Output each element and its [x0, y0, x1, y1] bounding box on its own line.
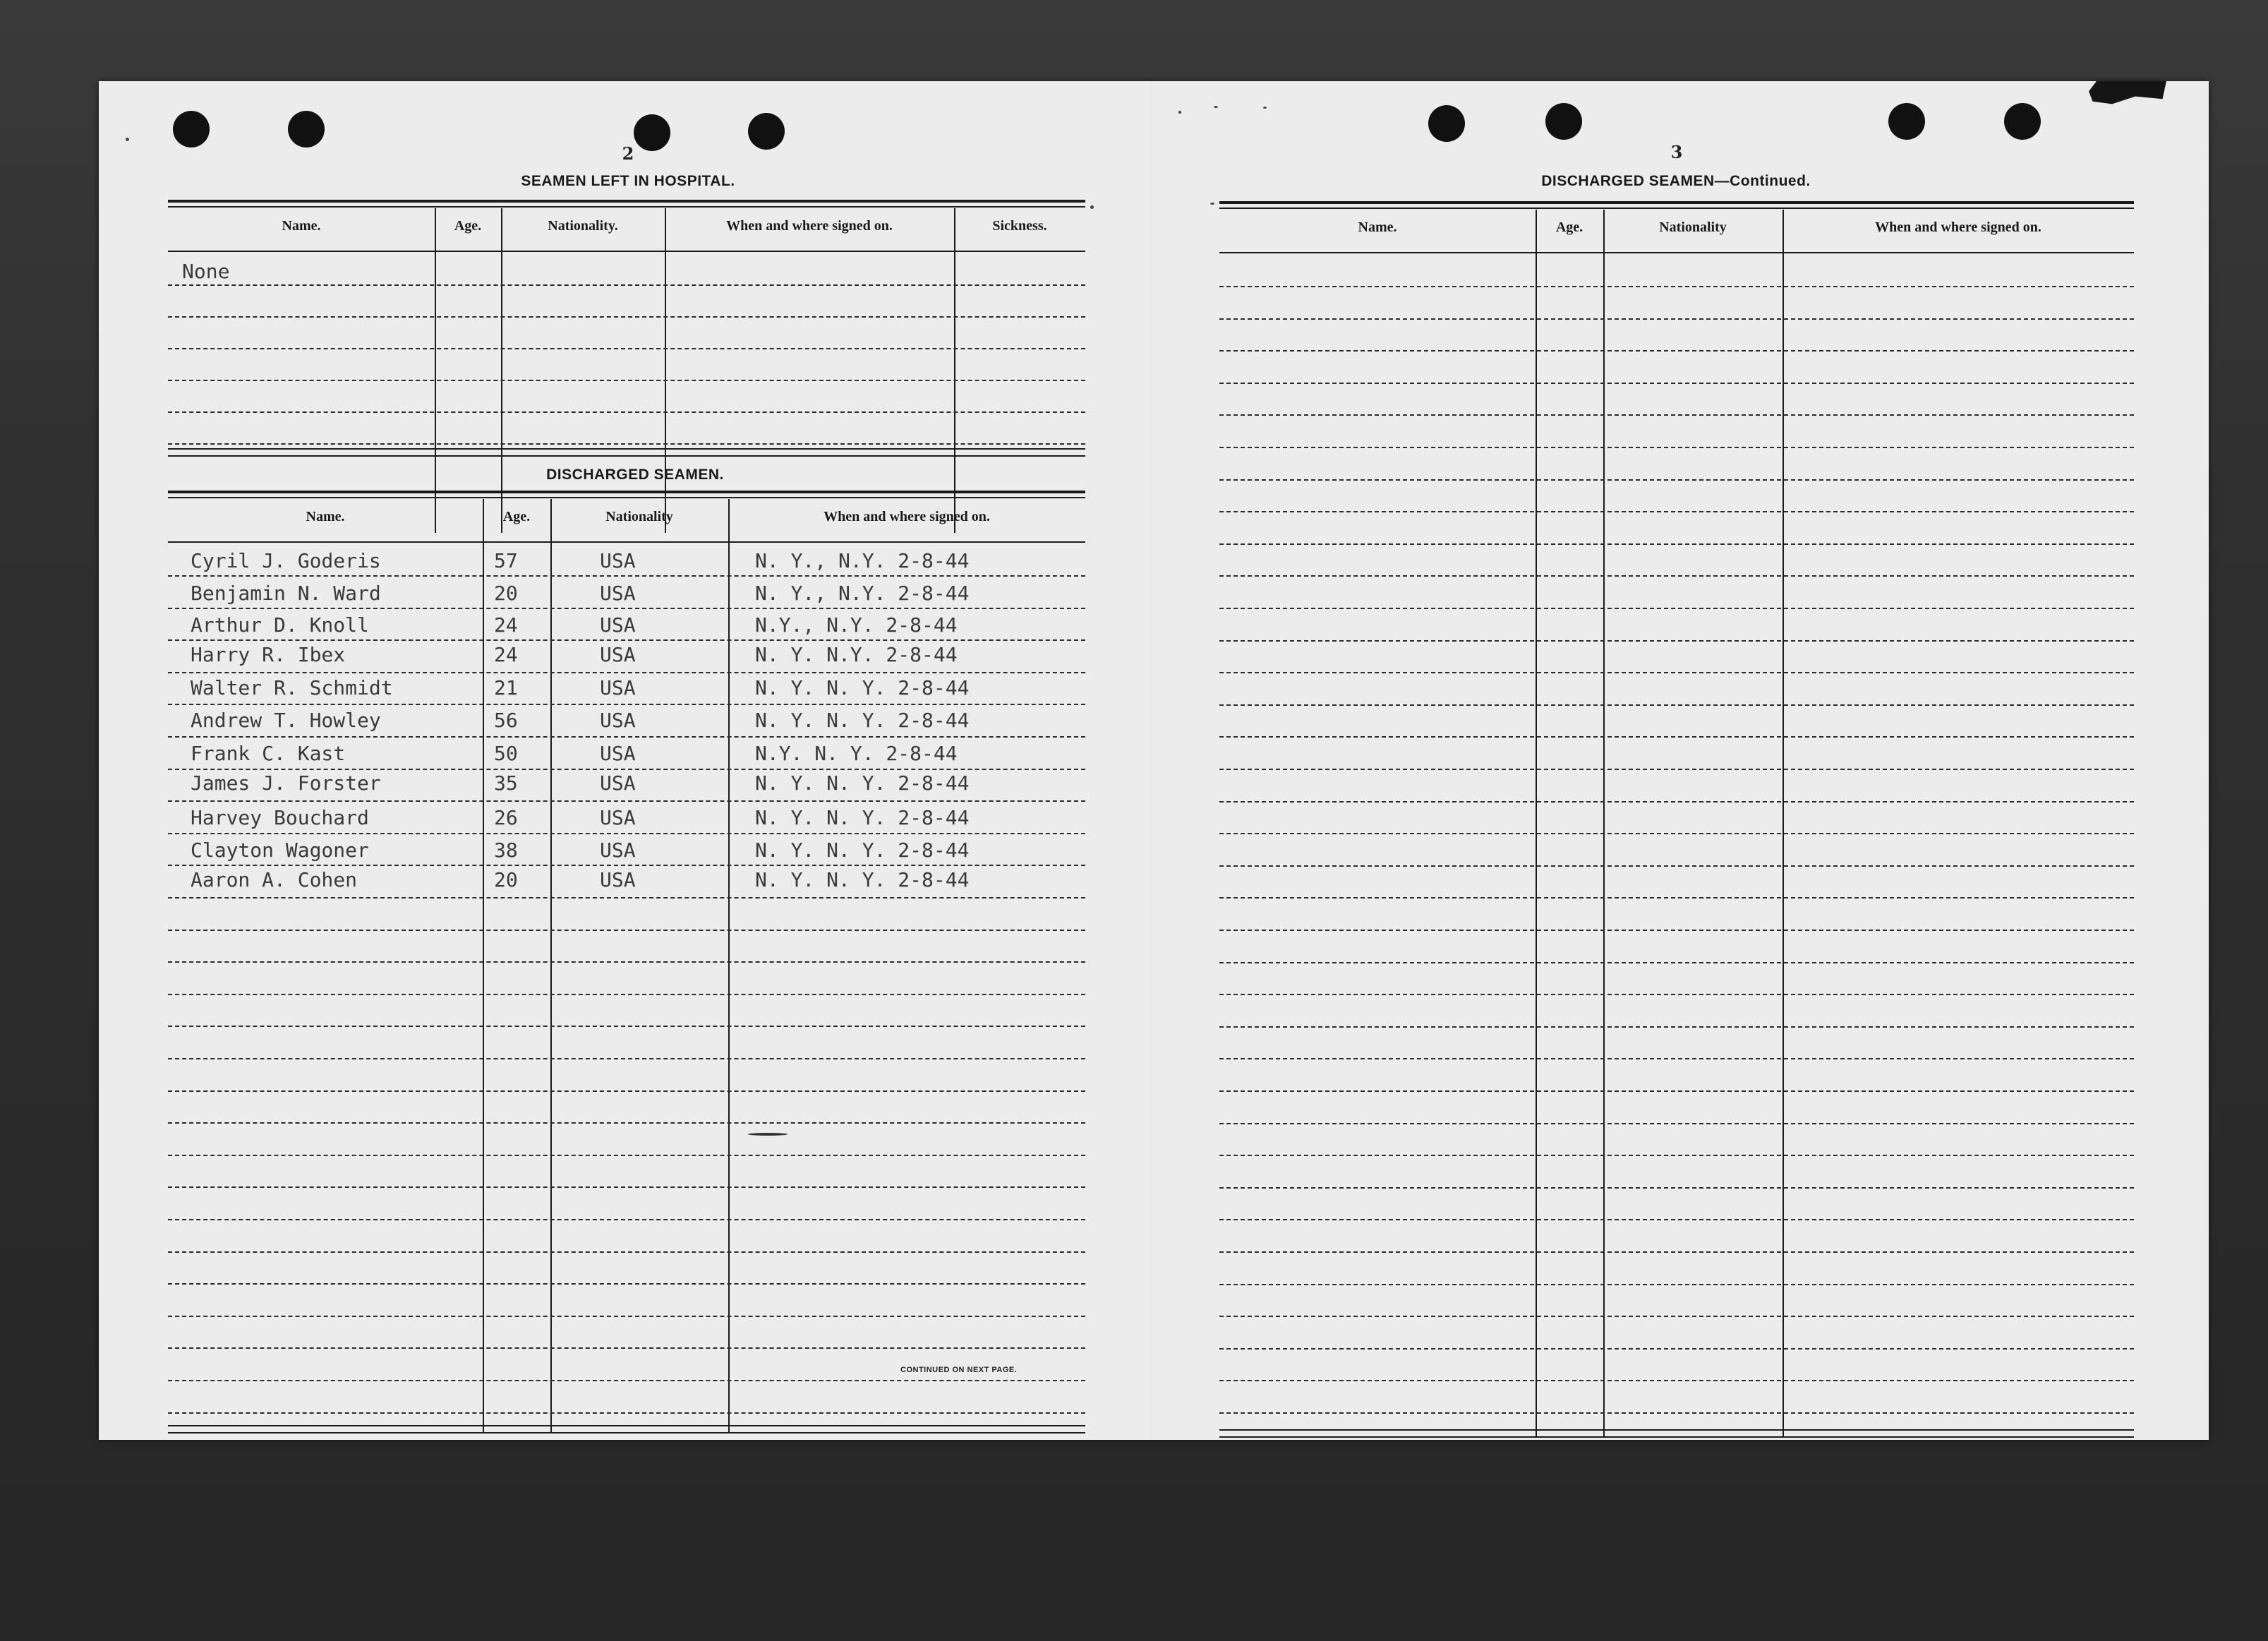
- cell-nationality: USA: [600, 771, 636, 795]
- cell-name: Clayton Wagoner: [191, 838, 369, 862]
- row-line: [168, 1090, 1085, 1092]
- row-line: [1219, 1412, 2134, 1414]
- row-line: [1219, 608, 2134, 609]
- dust-speck: [1263, 107, 1267, 109]
- cell-name: Andrew T. Howley: [191, 709, 381, 732]
- col-header-age: Age.: [454, 218, 482, 234]
- table-top-rule: [1219, 208, 2134, 209]
- row-line: [1219, 447, 2134, 448]
- center-fold: [1150, 81, 1152, 1440]
- row-line: [168, 1026, 1085, 1027]
- row-line: [1219, 286, 2134, 287]
- row-line: [168, 1058, 1085, 1059]
- row-line: [1219, 1026, 2134, 1028]
- col-header-age: Age.: [1555, 220, 1584, 235]
- row-line: [1219, 1155, 2134, 1156]
- row-line: [1219, 769, 2134, 770]
- cell-signed-on: N. Y., N.Y. 2-8-44: [755, 582, 970, 605]
- row-line: [168, 1155, 1085, 1156]
- punch-hole: [288, 111, 325, 148]
- row-line: [1219, 1251, 2134, 1253]
- col-header-nationality: Nationality.: [548, 218, 618, 234]
- row-line: [1219, 736, 2134, 738]
- torn-corner: [2089, 81, 2166, 107]
- row-line: [168, 443, 1085, 445]
- punch-hole: [1428, 105, 1465, 142]
- dust-speck: [1214, 106, 1218, 108]
- cell-nationality: USA: [600, 709, 636, 732]
- cell-age: 26: [494, 806, 518, 829]
- row-line: [168, 1412, 1085, 1414]
- row-line: [168, 1251, 1085, 1253]
- dust-speck: [1090, 205, 1094, 209]
- row-line: [1219, 1219, 2134, 1220]
- row-line: [168, 284, 1085, 286]
- dust-speck: [126, 138, 129, 141]
- page-number-left: 2: [622, 143, 634, 164]
- cell-age: 24: [494, 643, 518, 666]
- row-line: [1219, 575, 2134, 577]
- row-line: [168, 1186, 1085, 1188]
- row-line: [168, 769, 1085, 770]
- row-line: [1219, 414, 2134, 416]
- table-top-rule: [1219, 201, 2134, 204]
- row-line: [168, 348, 1085, 349]
- row-line: [168, 1347, 1085, 1349]
- cell-signed-on: N. Y. N. Y. 2-8-44: [755, 771, 970, 795]
- row-line: [1219, 383, 2134, 384]
- table-top-rule: [168, 206, 1085, 208]
- col-header-nationality: Nationality: [605, 509, 673, 524]
- punch-hole: [748, 113, 785, 150]
- column-divider: [1783, 210, 1784, 1438]
- row-line: [168, 865, 1085, 866]
- row-line: [168, 1283, 1085, 1285]
- cell-signed-on: N. Y. N. Y. 2-8-44: [755, 709, 970, 732]
- discharged-section-title: DISCHARGED SEAMEN.: [546, 467, 724, 483]
- row-line: [168, 380, 1085, 381]
- cell-name: Benjamin N. Ward: [191, 582, 381, 605]
- row-line: [168, 1316, 1085, 1317]
- row-line: [168, 994, 1085, 995]
- table-top-rule: [168, 491, 1085, 493]
- row-line: [168, 672, 1085, 673]
- col-header-name: Name.: [282, 218, 321, 234]
- row-line: [1219, 833, 2134, 834]
- punch-hole: [2004, 103, 2041, 140]
- table-bottom-rule: [168, 455, 1085, 457]
- cell-nationality: USA: [600, 613, 636, 637]
- continued-note: CONTINUED ON NEXT PAGE.: [900, 1366, 1018, 1374]
- cell-age: 57: [494, 549, 518, 572]
- cell-age: 50: [494, 742, 518, 765]
- cell-nationality: USA: [600, 676, 636, 699]
- header-underline: [168, 541, 1085, 543]
- ink-mark: [748, 1133, 788, 1136]
- col-header-nationality: Nationality: [1659, 220, 1727, 235]
- row-line: [168, 800, 1085, 802]
- column-divider: [954, 208, 955, 533]
- header-underline: [1219, 252, 2134, 253]
- cell-age: 24: [494, 613, 518, 637]
- document-sheet: [99, 81, 2209, 1440]
- cell-signed-on: N. Y. N. Y. 2-8-44: [755, 676, 970, 699]
- row-line: [168, 316, 1085, 318]
- cell-nationality: USA: [600, 549, 636, 572]
- col-header-age: Age.: [502, 509, 531, 524]
- row-line: [1219, 1348, 2134, 1350]
- row-line: [168, 833, 1085, 834]
- row-line: [1219, 704, 2134, 706]
- cell-age: 21: [494, 676, 518, 699]
- table-bottom-rule: [1219, 1429, 2134, 1431]
- hospital-entry-name: None: [182, 260, 230, 283]
- row-line: [168, 575, 1085, 577]
- punch-hole: [1545, 103, 1582, 140]
- cell-name: Harry R. Ibex: [191, 643, 346, 666]
- dust-speck: [1210, 203, 1214, 205]
- table-bottom-rule: [1219, 1436, 2134, 1438]
- row-line: [1219, 1123, 2134, 1124]
- row-line: [168, 961, 1085, 963]
- row-line: [168, 1122, 1085, 1124]
- cell-name: Frank C. Kast: [191, 742, 346, 765]
- row-line: [168, 608, 1085, 609]
- cell-age: 20: [494, 868, 518, 891]
- row-line: [1219, 1058, 2134, 1059]
- discharged-continued-title: DISCHARGED SEAMEN—Continued.: [1541, 173, 1811, 189]
- row-line: [1219, 511, 2134, 512]
- row-line: [1219, 1187, 2134, 1189]
- row-line: [1219, 543, 2134, 545]
- row-line: [1219, 865, 2134, 867]
- row-line: [1219, 930, 2134, 931]
- col-header-name: Name.: [1358, 220, 1397, 235]
- cell-age: 20: [494, 582, 518, 605]
- dust-speck: [1178, 111, 1181, 114]
- row-line: [168, 897, 1085, 898]
- cell-nationality: USA: [600, 643, 636, 666]
- row-line: [168, 704, 1085, 705]
- cell-nationality: USA: [600, 742, 636, 765]
- col-header-sickness: Sickness.: [992, 218, 1047, 234]
- cell-signed-on: N. Y. N.Y. 2-8-44: [755, 643, 958, 666]
- page-number-right: 3: [1670, 142, 1683, 162]
- row-line: [1219, 318, 2134, 320]
- punch-hole: [173, 111, 210, 148]
- cell-name: James J. Forster: [191, 771, 381, 795]
- cell-signed-on: N. Y., N.Y. 2-8-44: [755, 549, 970, 572]
- col-header-signed-on: When and where signed on.: [1875, 220, 2041, 235]
- row-line: [168, 1380, 1085, 1381]
- cell-age: 38: [494, 838, 518, 862]
- table-bottom-rule: [168, 1432, 1085, 1433]
- cell-nationality: USA: [600, 582, 636, 605]
- cell-name: Harvey Bouchard: [191, 806, 369, 829]
- cell-nationality: USA: [600, 838, 636, 862]
- row-line: [1219, 801, 2134, 803]
- column-divider: [501, 208, 502, 533]
- table-bottom-rule: [168, 1425, 1085, 1426]
- row-line: [1219, 1316, 2134, 1317]
- row-line: [168, 1219, 1085, 1220]
- row-line: [1219, 1380, 2134, 1381]
- cell-age: 35: [494, 771, 518, 795]
- row-line: [1219, 640, 2134, 642]
- column-divider: [1536, 210, 1537, 1438]
- row-line: [1219, 1090, 2134, 1092]
- row-line: [1219, 1284, 2134, 1285]
- cell-nationality: USA: [600, 806, 636, 829]
- cell-name: Arthur D. Knoll: [191, 613, 369, 637]
- punch-hole: [1888, 103, 1925, 140]
- row-line: [1219, 350, 2134, 351]
- column-divider: [1603, 210, 1605, 1438]
- table-bottom-rule: [168, 448, 1085, 450]
- cell-signed-on: N. Y. N. Y. 2-8-44: [755, 868, 970, 891]
- col-header-name: Name.: [306, 509, 345, 524]
- table-top-rule: [168, 497, 1085, 498]
- row-line: [168, 639, 1085, 641]
- col-header-signed-on: When and where signed on.: [824, 509, 990, 524]
- hospital-section-title: SEAMEN LEFT IN HOSPITAL.: [521, 173, 735, 189]
- col-header-signed-on: When and where signed on.: [726, 218, 893, 234]
- row-line: [1219, 479, 2134, 481]
- cell-name: Walter R. Schmidt: [191, 676, 393, 699]
- cell-age: 56: [494, 709, 518, 732]
- cell-name: Cyril J. Goderis: [191, 549, 381, 572]
- cell-signed-on: N.Y. N. Y. 2-8-44: [755, 742, 958, 765]
- cell-name: Aaron A. Cohen: [191, 868, 358, 891]
- column-divider: [435, 208, 436, 533]
- row-line: [1219, 672, 2134, 673]
- row-line: [168, 411, 1085, 413]
- cell-signed-on: N.Y., N.Y. 2-8-44: [755, 613, 958, 637]
- row-line: [168, 736, 1085, 738]
- row-line: [1219, 994, 2134, 995]
- header-underline: [168, 251, 1085, 252]
- row-line: [1219, 962, 2134, 963]
- column-divider: [665, 208, 666, 533]
- table-top-rule: [168, 200, 1085, 203]
- cell-nationality: USA: [600, 868, 636, 891]
- row-line: [168, 930, 1085, 931]
- cell-signed-on: N. Y. N. Y. 2-8-44: [755, 806, 970, 829]
- cell-signed-on: N. Y. N. Y. 2-8-44: [755, 838, 970, 862]
- row-line: [1219, 897, 2134, 898]
